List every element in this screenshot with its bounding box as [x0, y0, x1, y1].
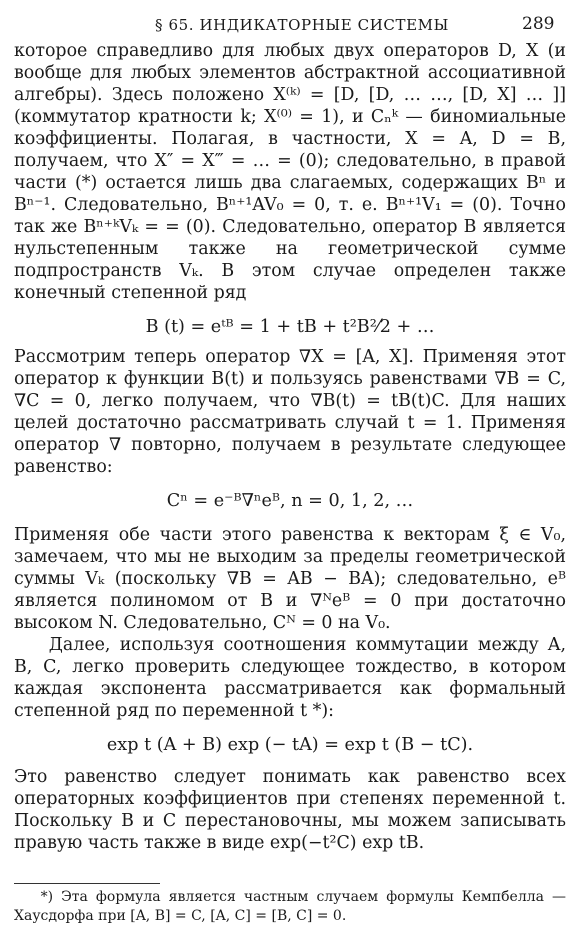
- page-body: [14, 40, 566, 854]
- paragraph-3: Применяя обе части этого равенства к векторам ξ ∈ V₀, замечаем, что мы не выходим за пределы геометрической суммы Vₖ (поскольку ∇B = AB − BA); следовательно, eᴮ является полиномом от B и ∇ᴺeᴮ = 0 при достаточно высоком N. Следовательно, Cᴺ = 0 на V₀.: [14, 525, 566, 633]
- equation-2: Cⁿ = e⁻ᴮ∇ⁿeᴮ, n = 0, 1, 2, …: [166, 491, 414, 511]
- running-head: § 65. ИНДИКАТОРНЫЕ СИСТЕМЫ: [155, 16, 449, 34]
- paragraph-5: Это равенство следует понимать как равенство всех операторных коэффициентов при степенях переменной t. Поскольку B и C перестановочны, мы можем записывать правую часть также в виде exp(−t²C) exp tB.: [14, 767, 566, 853]
- page-number: 289: [522, 14, 555, 34]
- footnote-rule: [14, 883, 160, 884]
- paragraph-1: которое справедливо для любых двух операторов D, X (и вообще для любых элементов абстрактной ассоциативной алгебры). Здесь положено X⁽ᵏ⁾ = [D, [D, … …, [D, X] … ]] (коммутатор кратности k; X⁽⁰⁾ = 1), и Cₙᵏ — биномиальные коэффициенты. Полагая, в частности, X = A, D = B, получаем, что X″ = X‴ = … = (0); следовательно, в правой части (*) остается лишь два слагаемых, содержащих Bⁿ и Bⁿ⁻¹. Следовательно, Bⁿ⁺¹AV₀ = 0, т. е. Bⁿ⁺¹V₁ = (0). Точно так же Bⁿ⁺ᵏVₖ = = (0). Следовательно, оператор B является нульстепенным также на геометрической сумме подпространств Vₖ. В этом случае определен также конечный степенной ряд: [14, 41, 566, 303]
- footnote: *) Эта формула является частным случаем формулы Кемпбелла — Хаусдорфа при [A, B] = C, [A, C] = [B, C] = 0.: [14, 889, 566, 924]
- running-header: [0, 14, 580, 40]
- paragraph-4: Далее, используя соотношения коммутации между A, B, C, легко проверить следующее тождество, в котором каждая экспонента рассматривается как формальный степенной ряд по переменной t *):: [14, 635, 566, 721]
- equation-3: exp t (A + B) exp (− tA) = exp t (B − tC).: [106, 735, 474, 755]
- paragraph-2: Рассмотрим теперь оператор ∇X = [A, X]. Применяя этот оператор к функции B(t) и пользуясь равенствами ∇B = C, ∇C = 0, легко получаем, что ∇B(t) = tB(t)C. Для наших целей достаточно рассматривать случай t = 1. Применяя оператор ∇ повторно, получаем в результате следующее равенство:: [14, 347, 566, 477]
- equation-1: B (t) = eᵗᴮ = 1 + tB + t²B²⁄2 + …: [145, 317, 435, 337]
